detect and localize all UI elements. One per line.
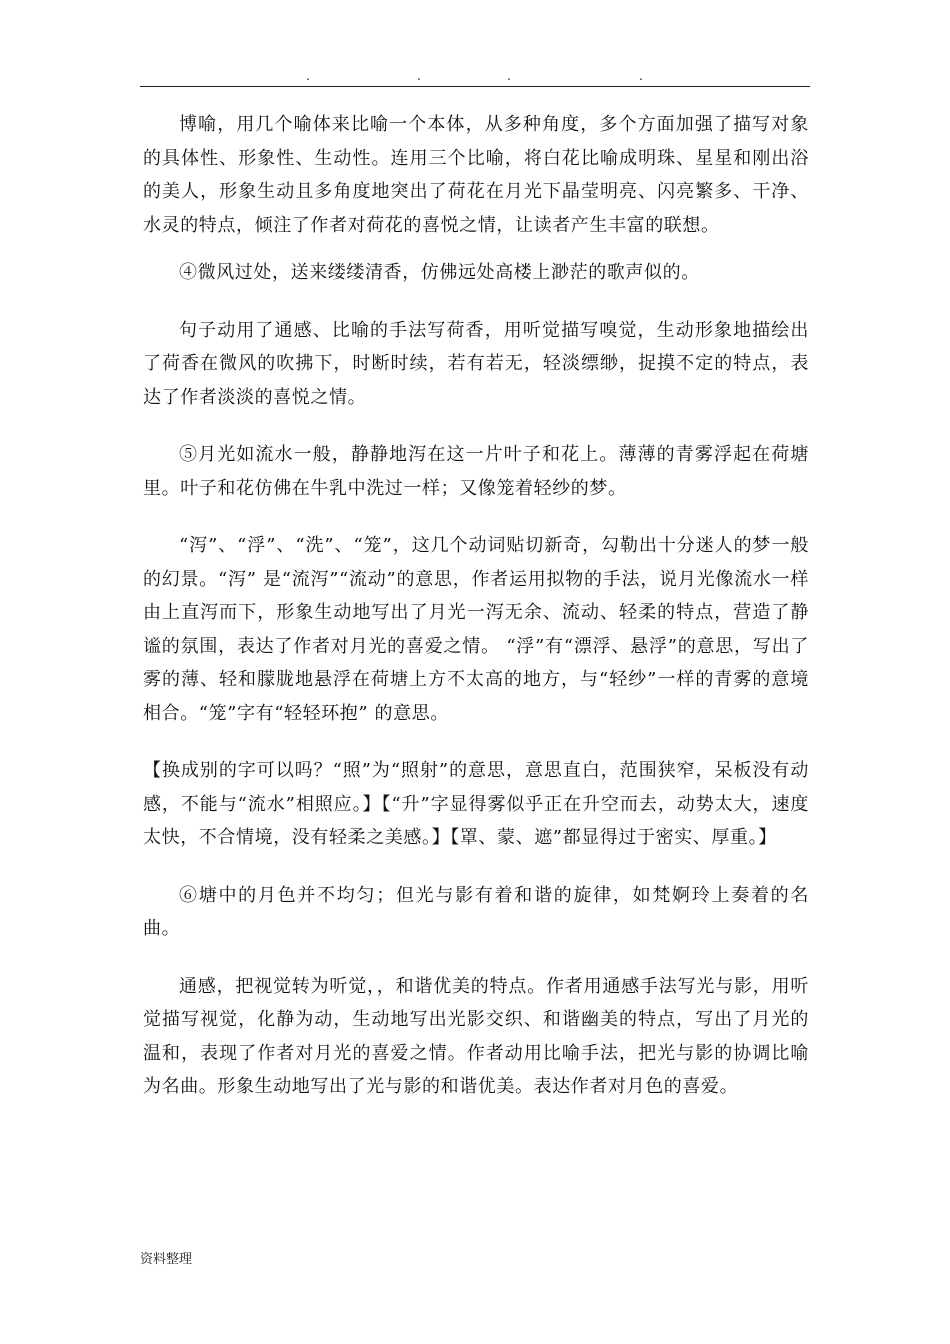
paragraph-analysis-4: 句子动用了通感、比喻的手法写荷香，用听觉描写嗅觉，生动形象地描绘出了荷香在微风的吹拂下，时断时续，若有若无，轻淡缥缈，捉摸不定的特点，表达了作者淡淡的喜悦之情。 xyxy=(143,319,809,408)
header-dot: . xyxy=(306,69,310,83)
paragraph-quote-5: ⑤月光如流水一般，静静地泻在这一片叶子和花上。薄薄的青雾浮起在荷塘里。叶子和花仿佛在牛乳中洗过一样；又像笼着轻纱的梦。 xyxy=(143,444,809,499)
paragraph-quote-4: ④微风过处，送来缕缕清香，仿佛远处高楼上渺茫的歌声似的。 xyxy=(179,262,700,283)
header-dot: . xyxy=(507,69,511,83)
footer-label: 资料整理 xyxy=(140,1252,193,1267)
paragraph-boyu-explanation: 博喻，用几个喻体来比喻一个本体，从多种角度，多个方面加强了描写对象的具体性、形象性、生动性。连用三个比喻，将白花比喻成明珠、星星和刚出浴的美人，形象生动且多角度地突出了荷花在月光下晶莹明亮、闪亮繁多、干净、水灵的特点，倾注了作者对荷花的喜悦之情，让读者产生丰富的联想。 xyxy=(143,114,809,236)
header-dot: . xyxy=(417,69,421,83)
paragraph-word-substitution: 【换成别的字可以吗？“照”为“照射”的意思，意思直白，范围狭窄，呆板没有动感，不能与“流水”相照应。】【“升”字显得雾似乎正在升空而去，动势太大，速度太快，不合情境，没有轻柔之美感。】【罩、蒙、遮”都显得过于密实、厚重。】 xyxy=(143,760,809,848)
header-dot: . xyxy=(639,69,643,83)
header-rule xyxy=(140,86,810,87)
paragraph-analysis-6: 通感，把视觉转为听觉，，和谐优美的特点。作者用通感手法写光与影，用听觉描写视觉，化静为动，生动地写出光影交织、和谐幽美的特点，写出了月光的温和，表现了作者对月光的喜爱之情。作者动用比喻手法，把光与影的协调比喻为名曲。形象生动地写出了光与影的和谐优美。表达作者对月色的喜爱。 xyxy=(143,975,809,1097)
paragraph-analysis-5: “泻”、“浮”、“洗”、“笼”，这几个动词贴切新奇，勾勒出十分迷人的梦一般的幻景。“泻” 是“流泻”“流动”的意思，作者运用拟物的手法，说月光像流水一样由上直泻而下，形象生动地写出了月光一泻无余、流动、轻柔的特点，营造了静谧的氛围，表达了作者对月光的喜爱之情。 “浮”有“漂浮、悬浮”的意思，写出了雾的薄、轻和朦胧地悬浮在荷塘上方不太高的地方，与“轻纱”一样的青雾的意境相合。“笼”字有“轻轻环抱” 的意思。 xyxy=(143,535,809,724)
document-body xyxy=(143,108,809,1104)
header-dots xyxy=(140,70,810,86)
paragraph-quote-6: ⑥塘中的月色并不均匀；但光与影有着和谐的旋律，如梵婀玲上奏着的名曲。 xyxy=(143,884,809,939)
